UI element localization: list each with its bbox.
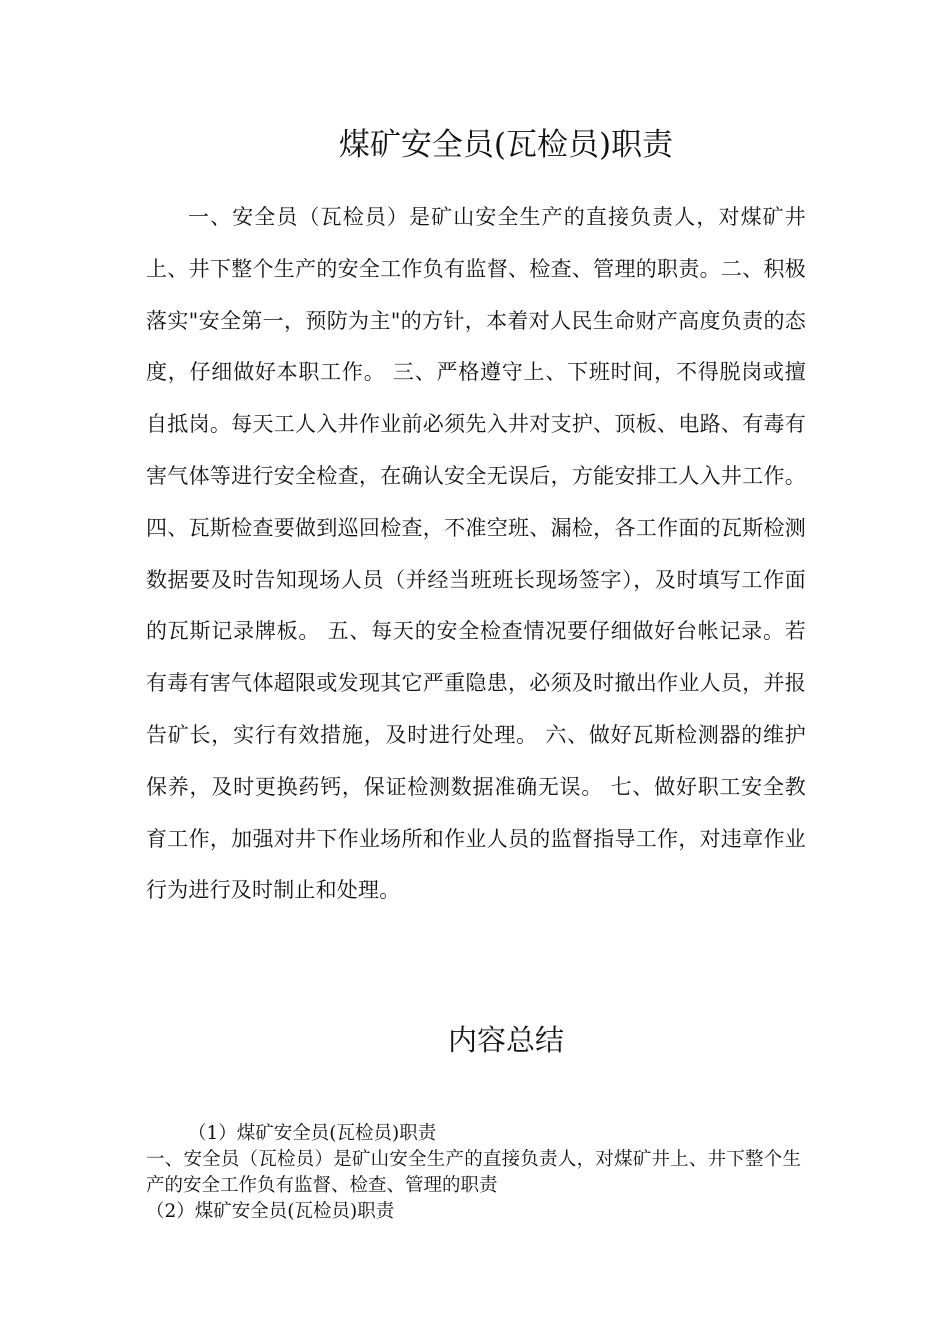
summary-section bbox=[146, 1121, 801, 1225]
summary-title: 内容总结 bbox=[447, 1023, 564, 1057]
summary-item-1-heading: （1）煤矿安全员(瓦检员)职责 bbox=[188, 1123, 437, 1144]
summary-item-2-heading: （2）煤矿安全员(瓦检员)职责 bbox=[146, 1201, 395, 1222]
document-body: 一、安全员（瓦检员）是矿山安全生产的直接负责人，对煤矿井上、井下整个生产的安全工作负有监督、检查、管理的职责。二、积极落实"安全第一，预防为主"的方针，本着对人民生命财产高度负责的态度，仔细做好本职工作。 三、严格遵守上、下班时间，不得脱岗或擅自抵岗。每天工人入井作业前必须先入井对支护、顶板、电路、有毒有害气体等进行安全检查，在确认安全无误后，方能安排工人入井工作。 四、瓦斯检查要做到巡回检查，不准空班、漏检，各工作面的瓦斯检测数据要及时告知现场人员（并经当班班长现场签字），及时填写工作面的瓦斯记录牌板。 五、每天的安全检查情况要仔细做好台帐记录。若有毒有害气体超限或发现其它严重隐患，必须及时撤出作业人员，并报告矿长，实行有效措施，及时进行处理。 六、做好瓦斯检测器的维护保养，及时更换药钙，保证检测数据准确无误。 七、做好职工安全教育工作，加强对井下作业场所和作业人员的监督指导工作，对违章作业行为进行及时制止和处理。 bbox=[146, 205, 806, 903]
summary-item-1-text: 一、安全员（瓦检员）是矿山安全生产的直接负责人，对煤矿井上、井下整个生产的安全工作负有监督、检查、管理的职责 bbox=[146, 1149, 801, 1196]
document-title: 煤矿安全员(瓦检员)职责 bbox=[338, 127, 674, 163]
